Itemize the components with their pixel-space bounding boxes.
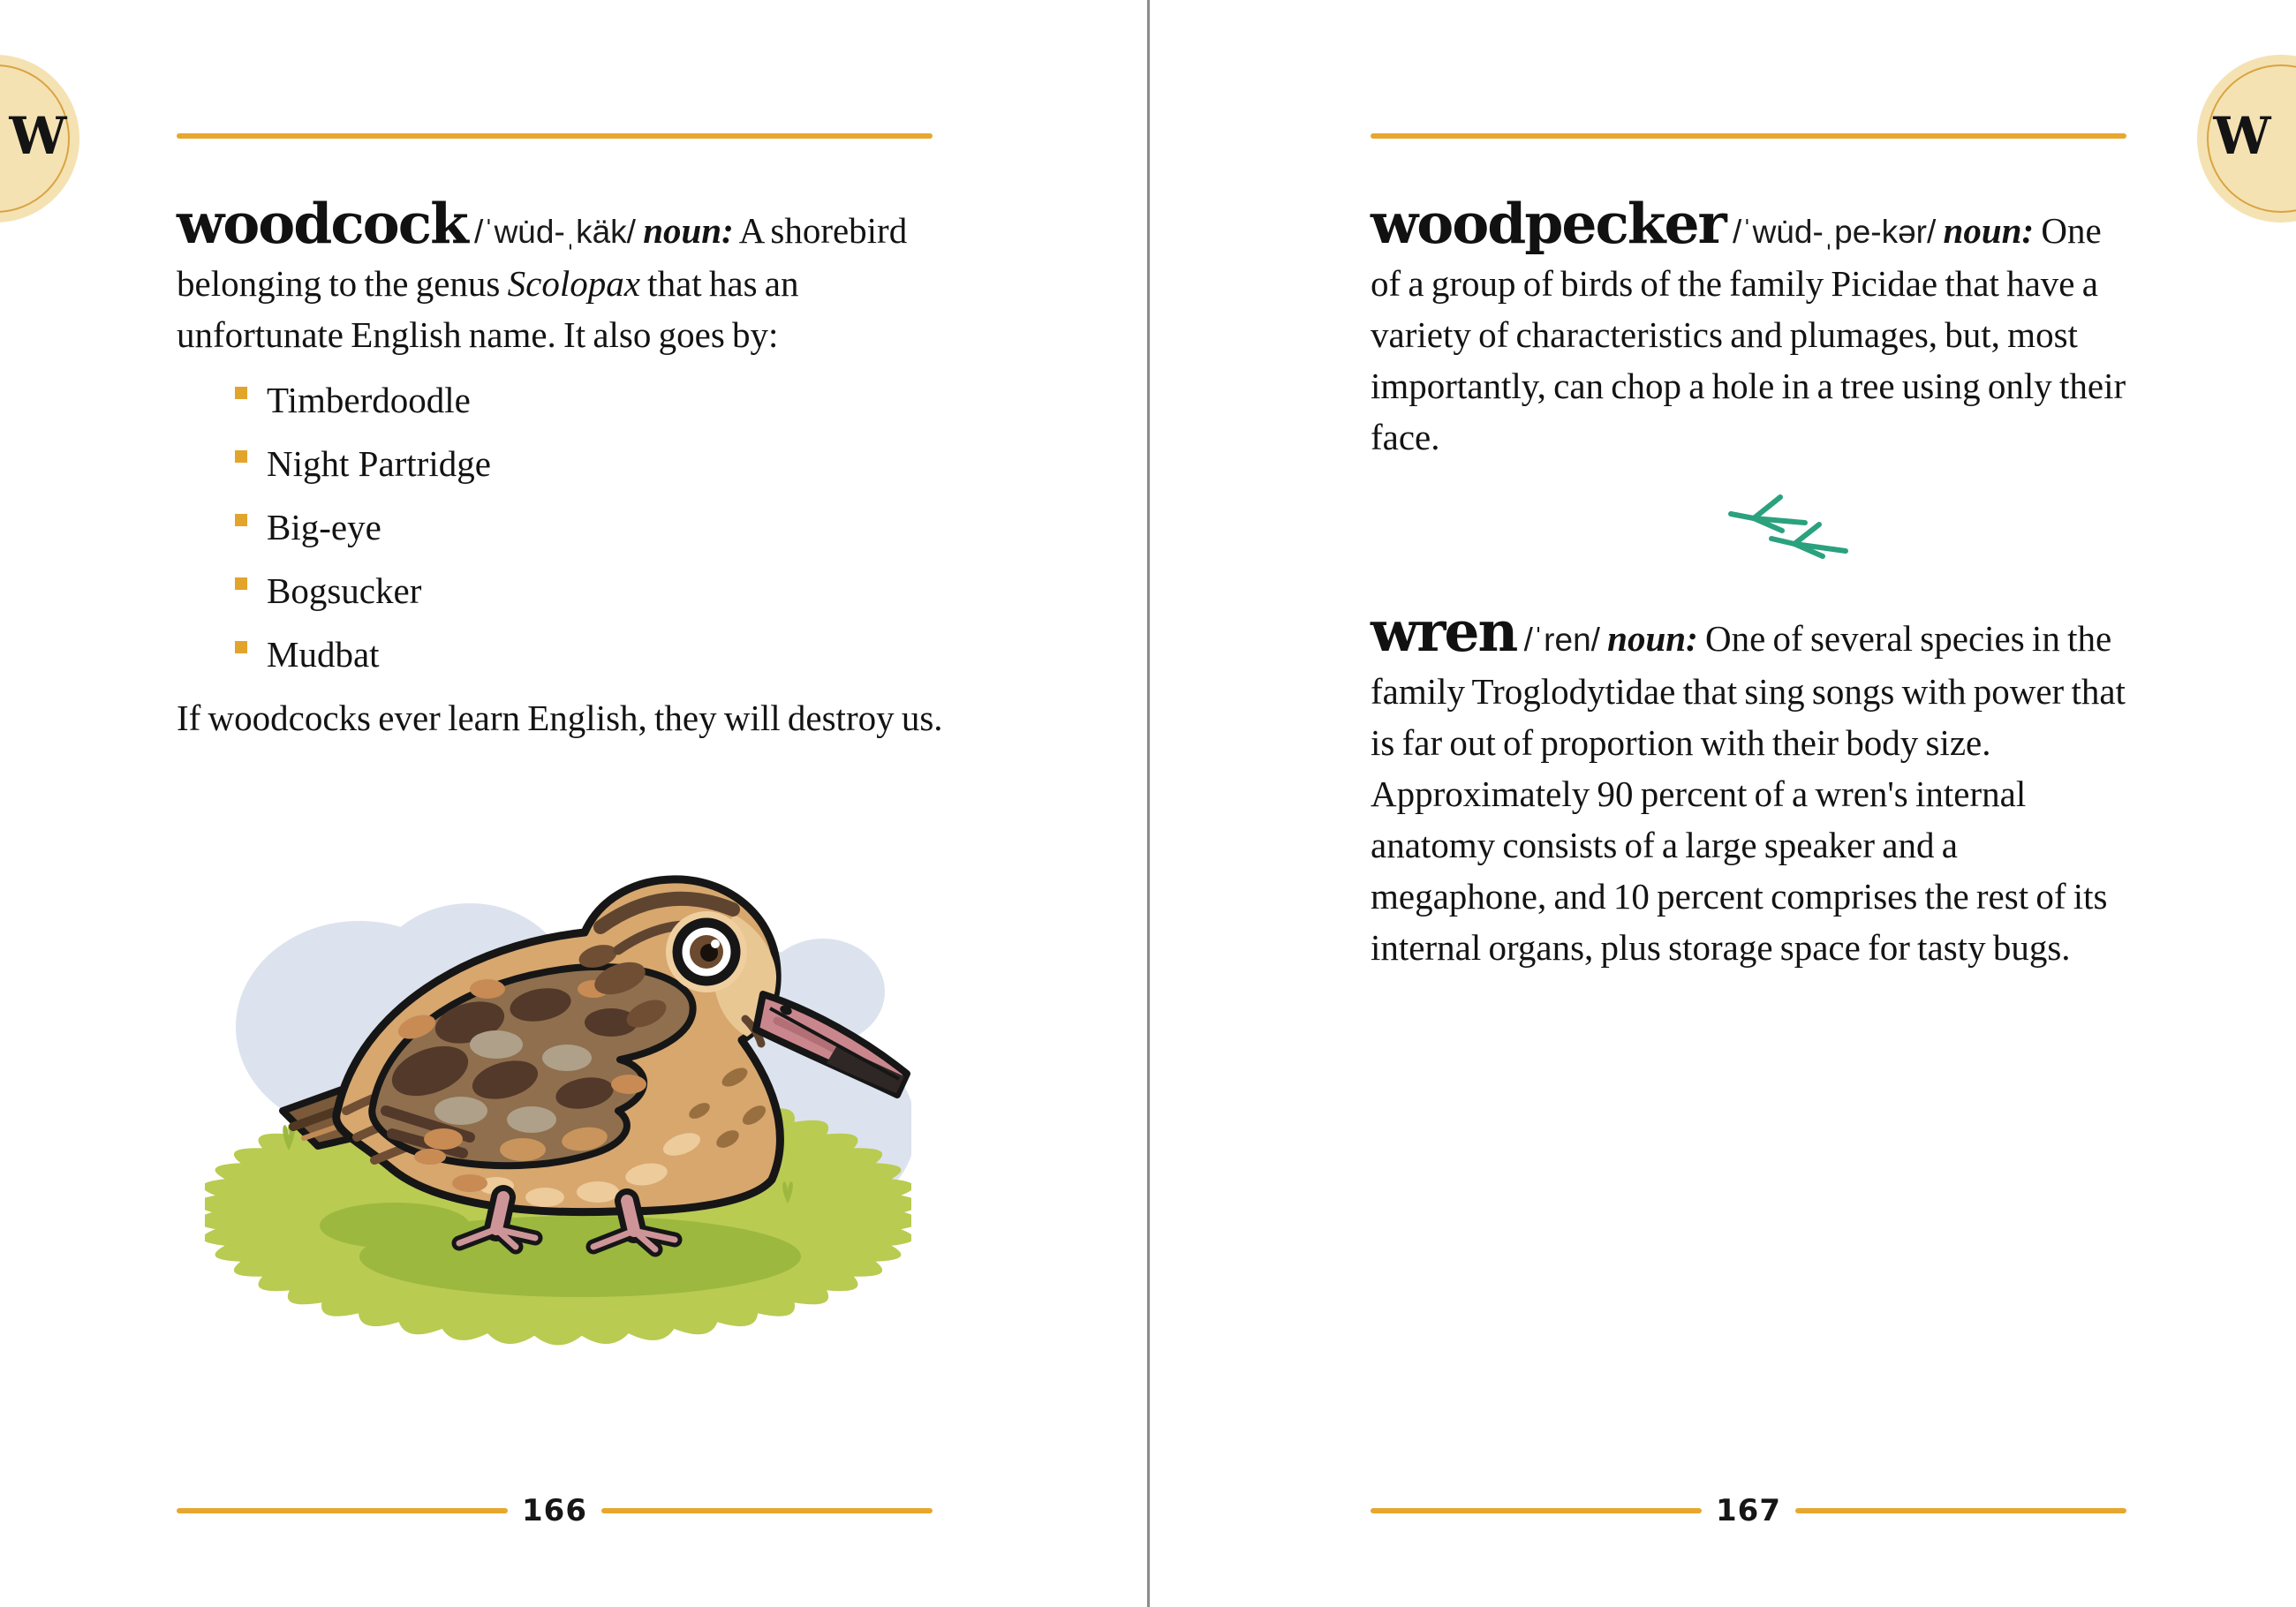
alphabet-tab <box>0 55 79 223</box>
list-item <box>235 565 943 616</box>
footer-rule <box>177 1508 508 1513</box>
pronunciation: /ˈwu̇d-ˌpe-kər/ <box>1733 214 1937 250</box>
alias-label: Bogsucker <box>267 570 422 611</box>
genus-name: Scolopax <box>507 263 640 304</box>
alias-list <box>235 374 943 680</box>
bullet-icon <box>235 641 247 653</box>
bullet-icon <box>235 514 247 526</box>
eye <box>666 911 747 992</box>
alias-label: Timberdoodle <box>267 380 471 420</box>
tab-letter: W <box>2213 106 2271 166</box>
page-number: 167 <box>1716 1493 1781 1528</box>
headword: wren <box>1371 599 1517 664</box>
entry-wren <box>1371 599 2137 973</box>
bullet-icon <box>235 387 247 399</box>
alias-label: Big-eye <box>267 507 381 547</box>
pronunciation: /ˈren/ <box>1523 622 1600 658</box>
bullet-icon <box>235 577 247 590</box>
alias-label: Mudbat <box>267 634 380 675</box>
right-page-content <box>1371 191 2137 973</box>
list-item <box>235 629 943 680</box>
alias-label: Night Partridge <box>267 443 491 484</box>
bird-tracks-divider <box>1724 487 1900 583</box>
definition-text: that has an unfortunate English name. It also goes by: <box>177 263 799 355</box>
bird-footprints-icon <box>1724 487 1900 583</box>
list-item <box>235 374 943 426</box>
entry-woodcock <box>177 191 943 743</box>
page-footer <box>177 1493 933 1528</box>
list-item <box>235 502 943 553</box>
part-of-speech: noun: <box>1607 618 1698 659</box>
list-item <box>235 438 943 489</box>
woodcock-illustration <box>205 846 911 1358</box>
definition-text: One of a group of birds of the family Picidae that have a variety of characteristics and plumages, but, most importantly, can chop a hole in a tree using only their face. <box>1371 210 2126 457</box>
headword: woodpecker <box>1371 191 1726 256</box>
page-right <box>1148 0 2296 1607</box>
part-of-speech: noun: <box>643 210 734 251</box>
footer-rule <box>1371 1508 1702 1513</box>
bullet-icon <box>235 450 247 463</box>
definition-text: One of several species in the family Troglodytidae that sing songs with power that is far out of proportion with their body size. Approximately 90 percent of a wren's internal anatomy consists of a large speaker and a megaphone, and 10 percent comprises the rest of its internal organs, plus storage space for tasty bugs. <box>1371 618 2126 968</box>
closing-remark: If woodcocks ever learn English, they will destroy us. <box>177 698 943 738</box>
tab-letter: W <box>9 106 67 166</box>
entry-woodpecker <box>1371 191 2137 463</box>
headword: woodcock <box>177 191 467 256</box>
part-of-speech: noun: <box>1943 210 2035 251</box>
definition-text: A shorebird belonging to the genus <box>177 210 908 304</box>
pronunciation: /ˈwu̇d-ˌkäk/ <box>473 214 636 250</box>
top-rule <box>177 133 933 139</box>
footer-rule <box>601 1508 933 1513</box>
top-rule <box>1371 133 2126 139</box>
footer-rule <box>1795 1508 2126 1513</box>
definition-paragraph <box>177 191 943 360</box>
alphabet-tab <box>2197 55 2296 223</box>
page-number: 166 <box>522 1493 587 1528</box>
page-footer <box>1371 1493 2126 1528</box>
